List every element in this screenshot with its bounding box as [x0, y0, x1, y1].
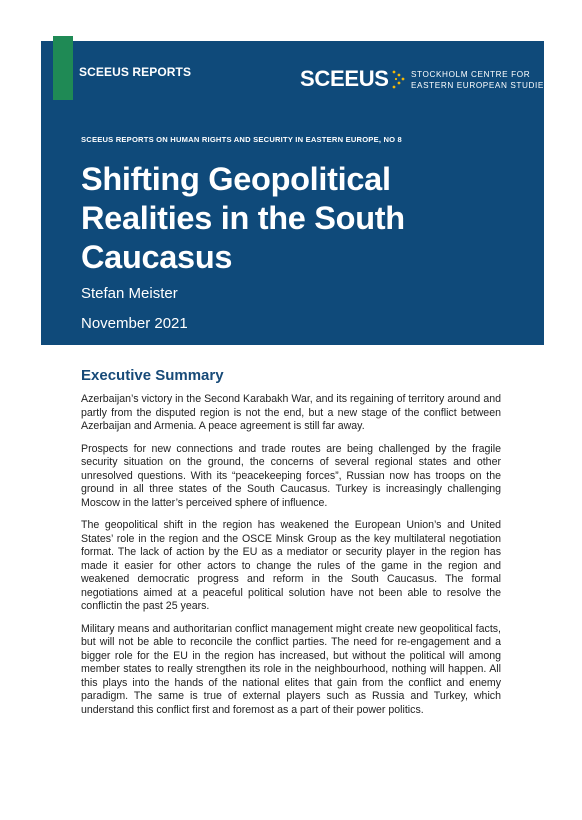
- executive-summary: [81, 367, 501, 726]
- logo-tagline-line2: EASTERN EUROPEAN STUDIES: [411, 81, 551, 90]
- summary-paragraph-3: The geopolitical shift in the region has weakened the European Union’s and United States’ role in the region and the OSCE Minsk Group as the key multilateral negotiation format. The lack of action by the EU as a mediator or security player in the region has made it easier for other actors to change the rules of the game in the region and weakened democratic progress and reform in the South Caucasus. The formal negotiations aimed at a peaceful political solution have not been able to resolve the conflictin the past 25 years.: [81, 519, 501, 612]
- report-series-subtitle: SCEEUS REPORTS ON HUMAN RIGHTS AND SECURITY IN EASTERN EUROPE, NO 8: [81, 135, 402, 144]
- logo-wordmark: SCEEUS: [300, 66, 389, 91]
- summary-paragraph-4: Military means and authoritarian conflict management might create new geopolitical facts, but will not be able to reconcile the conflict parties. The need for re-engagement and a bigger role for the EU in the region has increased, but without the political will among member states to really strengthen its role in the neighbourhood, nothing will happen. All this plays into the hands of the national elites that gain from the conflict and enemy paradigm. The same is true of external players such as Russia and Turkey, which understand this conflict first and foremost as a part of their power politics.: [81, 622, 501, 716]
- report-date: November 2021: [81, 315, 188, 332]
- accent-tab: [53, 36, 73, 100]
- summary-paragraph-2: Prospects for new connections and trade routes are being challenged by the fragile security situation on the ground, the concerns of several regional states and other unresolved questions. With its “peacekeeping forces”, Russian now has troops on the ground in all three states of the South Caucasus. Turkey is increasingly challenging Moscow in the latter’s perceived sphere of influence.: [81, 442, 501, 509]
- section-heading: Executive Summary: [81, 367, 224, 384]
- series-label: SCEEUS REPORTS: [79, 65, 192, 79]
- summary-paragraph-1: Azerbaijan’s victory in the Second Karabakh War, and its regaining of territory around and partly from the disputed region is not the end, but a new stage of the conflict between Azerbaijan and Armenia. A peace agreement is still far away.: [81, 393, 501, 432]
- report-title: Shifting Geopolitical Realities in the South Caucasus: [81, 161, 405, 275]
- report-author: Stefan Meister: [81, 285, 178, 302]
- logo-tagline-line1: STOCKHOLM CENTRE FOR: [411, 70, 531, 79]
- logo-dots-icon: [392, 69, 406, 91]
